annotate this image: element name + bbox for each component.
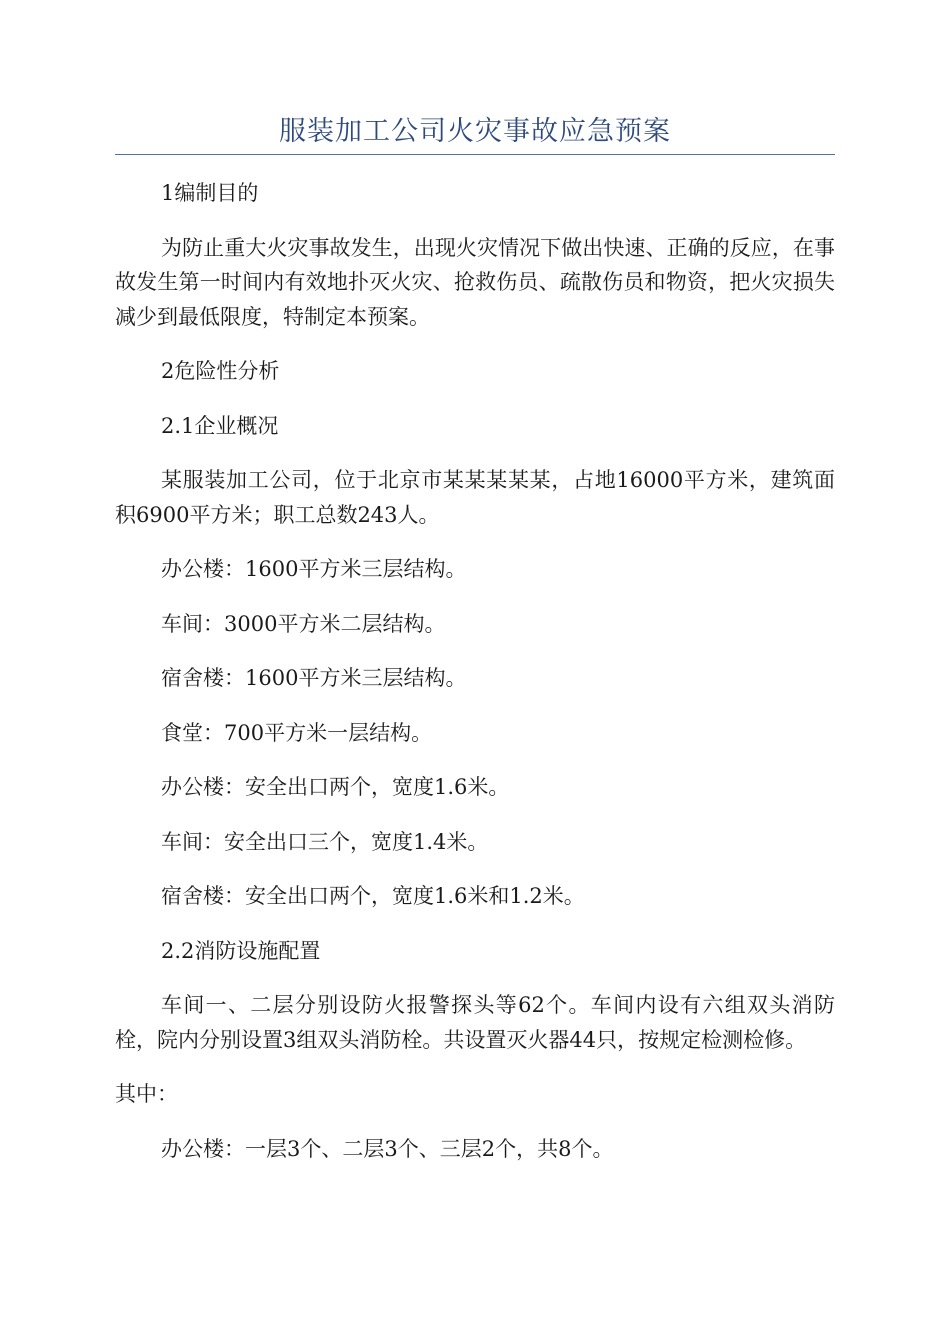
section-heading-purpose: 1编制目的 <box>161 181 259 205</box>
building-workshop-info: 车间：3000平方米二层结构。 <box>161 611 446 636</box>
building-canteen-info: 食堂：700平方米一层结构。 <box>161 720 433 745</box>
document-body <box>115 176 835 1186</box>
exit-workshop-info: 车间：安全出口三个，宽度1.4米。 <box>161 829 489 854</box>
section-heading-risk-analysis: 2危险性分析 <box>161 359 280 383</box>
fire-facilities-paragraph: 车间一、二层分别设防火报警探头等62个。车间内设有六组双头消防栓，院内分别设置3组双头消防栓。共设置灭火器44只，按规定检测检修。 <box>115 993 835 1052</box>
subsection-heading-company-overview: 2.1企业概况 <box>161 413 279 438</box>
office-extinguisher-info: 办公楼：一层3个、二层3个、三层2个，共8个。 <box>161 1136 614 1161</box>
subsection-heading-fire-facilities: 2.2消防设施配置 <box>161 938 321 963</box>
building-office-info: 办公楼：1600平方米三层结构。 <box>161 557 467 581</box>
title-underline <box>115 154 835 155</box>
exit-dormitory-info: 宿舍楼：安全出口两个，宽度1.6米和1.2米。 <box>161 884 585 908</box>
exit-office-info: 办公楼：安全出口两个，宽度1.6米。 <box>161 775 510 799</box>
building-dormitory-info: 宿舍楼：1600平方米三层结构。 <box>161 666 467 690</box>
purpose-paragraph: 为防止重大火灾事故发生，出现火灾情况下做出快速、正确的反应，在事故发生第一时间内有效地扑灭火灾、抢救伤员、疏散伤员和物资，把火灾损失减少到最低限度，特制定本预案。 <box>115 235 835 329</box>
among-them-label: 其中： <box>115 1082 178 1106</box>
company-overview-paragraph: 某服装加工公司，位于北京市某某某某某，占地16000平方米，建筑面积6900平方米；职工总数243人。 <box>115 468 835 527</box>
document-title: 服装加工公司火灾事故应急预案 <box>279 116 671 147</box>
